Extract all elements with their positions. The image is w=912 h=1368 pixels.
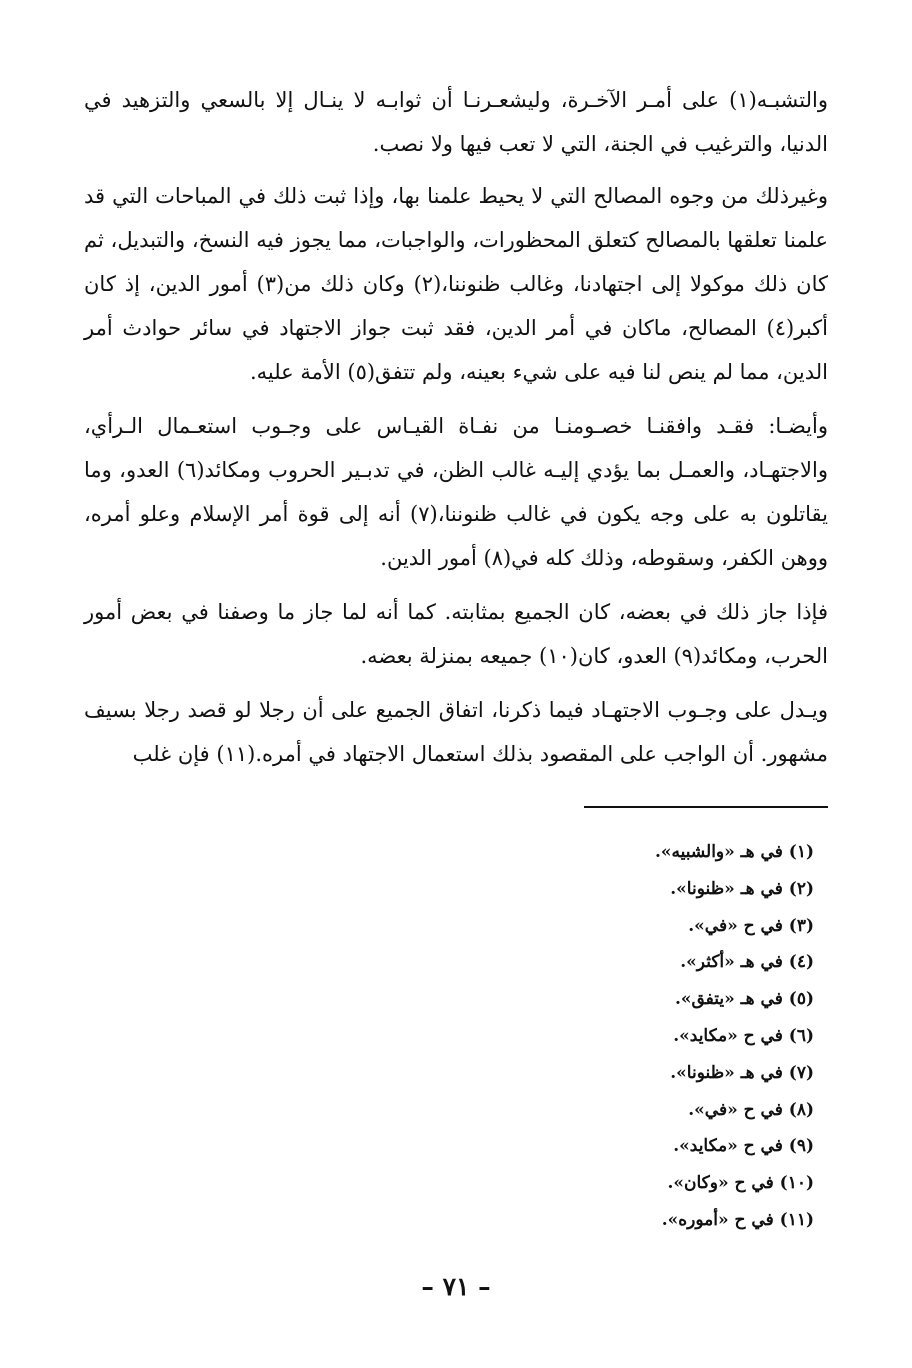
- footnote-divider: [584, 806, 828, 808]
- paragraph-3: وأيضـا: فقـد وافقنـا خصـومنـا من نفـاة القيـاس على وجـوب استعـمال الـرأي، والاجتهـاد، والعمـل بما يؤدي إليـه غالب الظن، في تدبـير الحروب ومكائد(٦) العدو، وما يقاتلون به على وجه يكون في غالب ظنوننا،(٧) أنه إلى قوة أمر الإسلام وعلو أمره، ووهن الكفر، وسقوطه، وذلك كله في(٨) أمور الدين.: [84, 414, 828, 570]
- paragraph-4: فإذا جاز ذلك في بعضه، كان الجميع بمثابته. كما أنه لما جاز ما وصفنا في بعض أمور الحرب، ومكائد(٩) العدو، كان(١٠) جميعه بمنزلة بعضه.: [84, 600, 828, 668]
- footnote-10: (١٠) في ح «وكان».: [667, 1173, 814, 1194]
- paragraph-5: ويـدل على وجـوب الاجتهـاد فيما ذكرنا، اتفاق الجميع على أن رجلا لو قصد رجلا بسيف مشهور. أن الواجب على المقصود بذلك استعمال الاجتهاد في أمره.(١١) فإن غلب: [84, 698, 828, 766]
- footnote-7: (٧) في هـ «ظنونا».: [670, 1062, 814, 1083]
- paragraph-1: والتشبـه(١) على أمـر الآخـرة، وليشعـرنـا أن ثوابـه لا ينـال إلا بالسعي والتزهيد في الدنيا، والترغيب في الجنة، التي لا تعب فيها ولا نصب.: [84, 88, 828, 156]
- footnote-4: (٤) في هـ «أكثر».: [680, 952, 814, 973]
- footnotes-list: [84, 834, 828, 1239]
- body-text: [84, 78, 828, 776]
- footnote-9: (٩) في ح «مكايد».: [673, 1136, 814, 1157]
- footnote-2: (٢) في هـ «ظنونا».: [670, 878, 814, 899]
- footnote-3: (٣) في ح «في».: [688, 915, 814, 936]
- page-number: – ٧١ –: [421, 1272, 491, 1301]
- footnote-8: (٨) في ح «في».: [688, 1099, 814, 1120]
- footnote-11: (١١) في ح «أموره».: [661, 1209, 814, 1230]
- footnote-1: (١) في هـ «والشبيه».: [654, 842, 814, 862]
- footnote-6: (٦) في ح «مكايد».: [673, 1025, 814, 1046]
- footnote-5: (٥) في هـ «يتفق».: [674, 989, 814, 1010]
- paragraph-2: وغيرذلك من وجوه المصالح التي لا يحيط علمنا بها، وإذا ثبت ذلك في المباحات التي قد علمنا تعلقها بالمصالح كتعلق المحظورات، والواجبات، مما يجوز فيه النسخ، والتبديل، ثم كان ذلك موكولا إلى اجتهادنا، وغالب ظنوننا،(٢) وكان ذلك من(٣) أمور الدين، إذ كان أكبر(٤) المصالح، ماكان في أمر الدين، فقد ثبت جواز الاجتهاد في سائر حوادث أمر الدين، مما لم ينص لنا فيه على شيء بعينه، ولم تتفق(٥) الأمة عليه.: [84, 184, 828, 384]
